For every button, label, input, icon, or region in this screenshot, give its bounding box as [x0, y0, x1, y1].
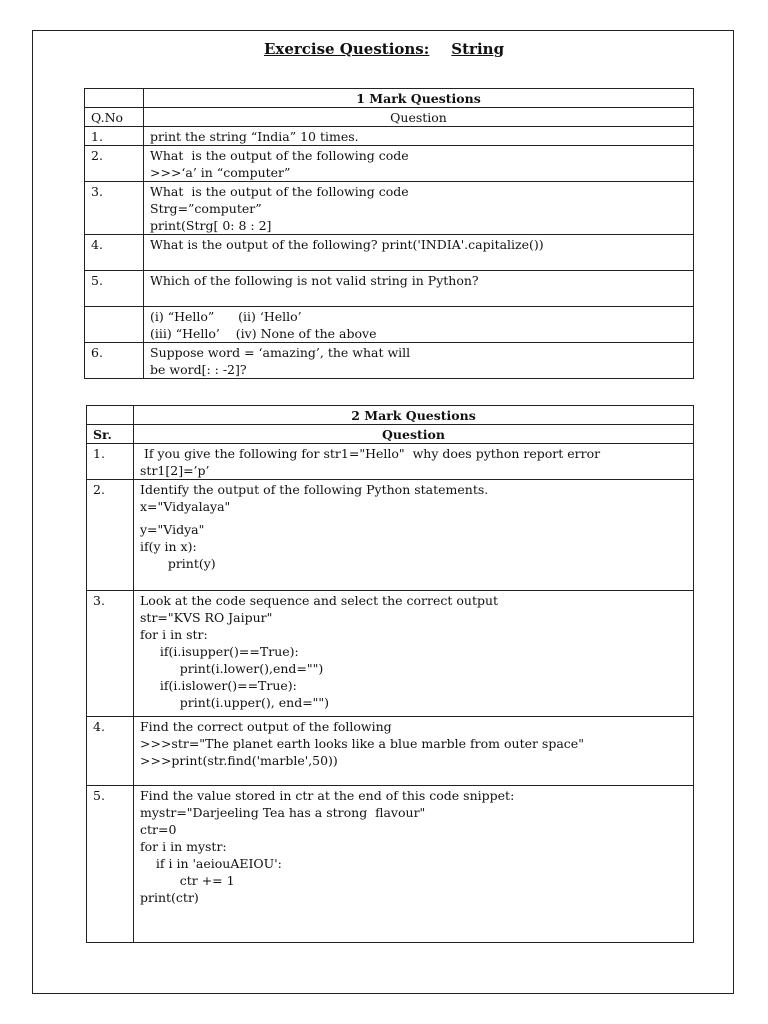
question-line: Identify the output of the following Python statements.	[140, 482, 489, 497]
question-cell	[144, 343, 694, 379]
table-row	[87, 717, 694, 786]
question-line: Which of the following is not valid string in Python?	[150, 273, 479, 288]
question-line: >>>print(str.find('marble',50))	[140, 753, 338, 768]
question-line: x="Vidyalaya"	[140, 499, 231, 514]
two-mark-heading-row	[87, 406, 694, 425]
question-line: >>>‘a’ in “computer”	[150, 165, 291, 180]
table-row	[85, 182, 694, 235]
question-line: Find the correct output of the following	[140, 719, 392, 734]
question-line: (iii) “Hello’ (iv) None of the above	[150, 326, 377, 341]
col-no-header: Sr.	[87, 425, 134, 444]
table-row	[85, 235, 694, 271]
question-line: for i in mystr:	[140, 839, 227, 854]
question-cell	[144, 307, 694, 343]
table-row	[87, 591, 694, 717]
table-row	[85, 271, 694, 307]
question-cell	[134, 480, 694, 591]
one-mark-header-row	[85, 108, 694, 127]
title-right: String	[451, 40, 505, 58]
page-title	[0, 40, 768, 58]
question-line: Look at the code sequence and select the correct output	[140, 593, 499, 608]
heading-blank-cell	[85, 89, 144, 108]
col-question-header: Question	[144, 108, 694, 127]
col-no-header: Q.No	[85, 108, 144, 127]
question-line: print(i.upper(), end="")	[140, 695, 330, 710]
col-question-header: Question	[134, 425, 694, 444]
row-number: 4.	[85, 235, 144, 271]
row-number: 6.	[85, 343, 144, 379]
question-line: print the string “India” 10 times.	[150, 129, 359, 144]
question-line: if(i.islower()==True):	[140, 678, 297, 693]
question-line: for i in str:	[140, 627, 208, 642]
question-line: if i in 'aeiouAEIOU':	[140, 856, 282, 871]
one-mark-heading: 1 Mark Questions	[144, 89, 694, 108]
row-number: 3.	[85, 182, 144, 235]
question-line: be word[: : -2]?	[150, 362, 247, 377]
question-line: ctr=0	[140, 822, 177, 837]
title-left: Exercise Questions:	[263, 40, 430, 58]
row-number: 5.	[87, 786, 134, 943]
two-mark-heading: 2 Mark Questions	[134, 406, 694, 425]
question-line: Suppose word = ‘amazing’, the what will	[150, 345, 411, 360]
two-mark-table	[86, 405, 694, 943]
table-row	[85, 343, 694, 379]
row-number: 5.	[85, 271, 144, 307]
question-line: Strg=”computer”	[150, 201, 262, 216]
question-cell	[144, 271, 694, 307]
heading-blank-cell	[87, 406, 134, 425]
table-row	[85, 307, 694, 343]
question-line: if(i.isupper()==True):	[140, 644, 299, 659]
question-line: print(y)	[140, 556, 216, 571]
question-line: y="Vidya"	[140, 522, 205, 537]
question-cell	[134, 444, 694, 480]
question-cell	[134, 786, 694, 943]
question-cell	[144, 127, 694, 146]
question-line: print(i.lower(),end="")	[140, 661, 324, 676]
table-row	[87, 480, 694, 591]
question-line: (i) “Hello” (ii) ‘Hello’	[150, 309, 302, 324]
question-line: str="KVS RO Jaipur"	[140, 610, 273, 625]
question-cell	[134, 591, 694, 717]
row-number: 2.	[87, 480, 134, 591]
question-line: print(ctr)	[140, 890, 199, 905]
question-cell	[134, 717, 694, 786]
question-line: >>>str="The planet earth looks like a blue marble from outer space"	[140, 736, 584, 751]
row-number: 1.	[85, 127, 144, 146]
two-mark-header-row	[87, 425, 694, 444]
question-cell	[144, 146, 694, 182]
row-number: 1.	[87, 444, 134, 480]
row-number: 4.	[87, 717, 134, 786]
question-line: print(Strg[ 0: 8 : 2]	[150, 218, 272, 233]
one-mark-heading-row	[85, 89, 694, 108]
question-line: mystr="Darjeeling Tea has a strong flavour"	[140, 805, 426, 820]
row-number: 2.	[85, 146, 144, 182]
table-row	[87, 786, 694, 943]
row-number: 3.	[87, 591, 134, 717]
question-line: If you give the following for str1="Hello" why does python report error	[140, 446, 601, 461]
question-cell	[144, 182, 694, 235]
question-line: What is the output of the following code	[150, 184, 409, 199]
question-line: What is the output of the following code	[150, 148, 409, 163]
question-line: str1[2]=’p’	[140, 463, 210, 478]
question-line: ctr += 1	[140, 873, 235, 888]
question-line: What is the output of the following? print('INDIA'.capitalize())	[150, 237, 544, 252]
question-cell	[144, 235, 694, 271]
table-row	[87, 444, 694, 480]
question-line: Find the value stored in ctr at the end of this code snippet:	[140, 788, 515, 803]
question-line: if(y in x):	[140, 539, 197, 554]
one-mark-table	[84, 88, 694, 379]
row-number	[85, 307, 144, 343]
table-row	[85, 146, 694, 182]
table-row	[85, 127, 694, 146]
